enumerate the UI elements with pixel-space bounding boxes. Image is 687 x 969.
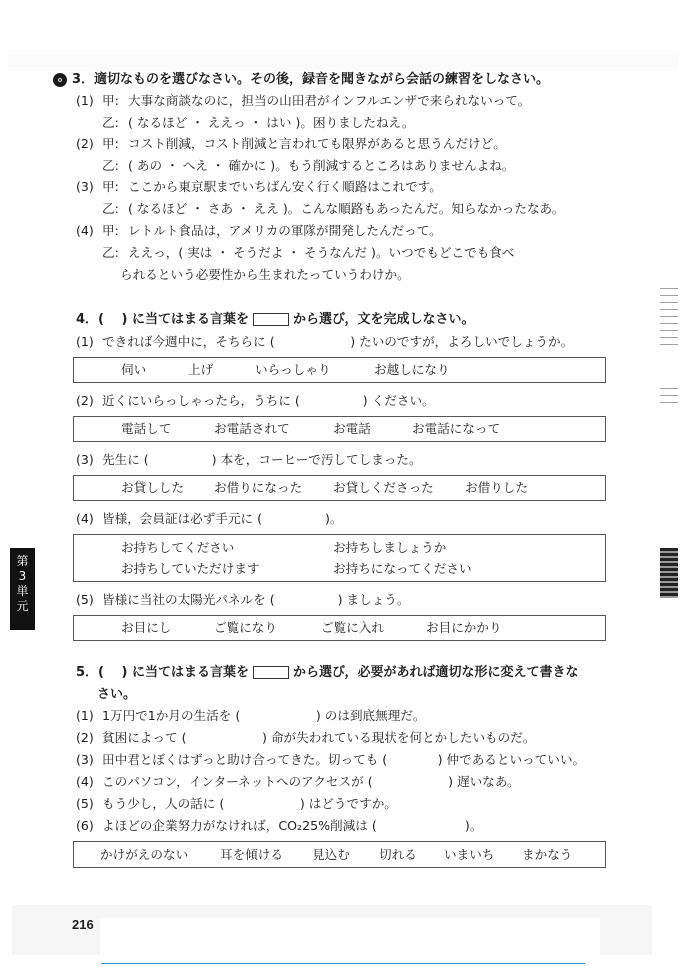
choice-option: いまいち [444,847,495,862]
question-text: 先生に ( ) 本を，コーヒーで汚してしまった。 [102,452,422,467]
dialogue-text: レトルト食品は，アメリカの軍隊が開発したんだって。 [128,223,442,238]
item-number: (1) [76,93,94,108]
s5-choices [73,841,606,868]
s3-item4-b-cont: られるという必要性から生まれたっていうわけか。 [120,267,410,282]
item-number: (1) [76,708,94,723]
s3-item2-a [76,135,506,153]
item-number: (3) [76,752,94,767]
s5-item3 [76,751,585,769]
scan-footer-white [100,918,600,962]
s3-item1-b [102,114,414,132]
item-number: (4) [76,774,94,789]
choice-option: お目にかかり [426,620,502,635]
choice-box-symbol [253,313,289,326]
choice-option: お持ちしましょうか [333,540,447,555]
heading-text: 4．( ) に当てはまる言葉を [76,312,249,327]
s4-item4-choices [73,534,606,582]
s4-item3 [76,451,422,469]
question-text: 貧困によって ( ) 命が失われている現状を何とかしたいものだ。 [102,730,536,745]
heading-text: から選び，文を完成しなさい。 [292,312,475,327]
scan-band [8,55,678,71]
s3-item3-b [102,200,564,218]
question-text: 田中君とぼくはずっと助け合ってきた。切っても ( ) 仲であるといっていい。 [102,752,586,767]
choice-option: お貸しくださった [333,480,434,495]
item-number: (5) [76,592,94,607]
choice-box-symbol [253,666,289,679]
speaker-label: 乙: [102,245,119,260]
choice-option: ご覧になり [214,620,277,635]
dialogue-choice-text: ( あの ・ へえ ・ 確かに )。もう削減するところはありませんよね。 [128,158,515,173]
question-text: このパソコン，インターネットへのアクセスが ( ) 遅いなあ。 [102,774,520,789]
chapter-tab [10,548,35,630]
item-number: (2) [76,136,94,151]
choice-option: まかなう [522,847,573,862]
choice-option: 見込む [312,847,350,862]
heading-text: 5．( ) に当てはまる言葉を [76,665,249,680]
s3-item2-b [102,157,514,175]
dialogue-text: 大事な商談なのに，担当の山田君がインフルエンザで来られないって。 [128,93,531,108]
speaker-label: 甲: [102,93,119,108]
s3-item4-a [76,222,442,240]
section5-heading-cont: さい。 [97,687,137,702]
footer-rule [101,963,585,964]
chapter-tab-char: 元 [16,599,29,613]
s5-item6 [76,817,482,835]
s5-item1 [76,707,426,725]
s5-item4 [76,773,520,791]
chapter-tab-char: 3 [18,569,27,583]
choice-option: お持ちになってください [333,561,472,576]
item-number: (4) [76,511,94,526]
item-number: (6) [76,818,94,833]
dialogue-choice-text: ( なるほど ・ さあ ・ ええ )。こんな順路もあったんだ。知らなかったなあ。 [128,201,565,216]
question-text: 皆様，会員証は必ず手元に ( )。 [102,511,343,526]
page-number: 216 [72,917,94,932]
item-number: (2) [76,730,94,745]
choice-option: お持ちしていただけます [121,561,260,576]
choice-option: かけがえのない [100,847,189,862]
item-number: (1) [76,334,94,349]
speaker-label: 乙: [102,201,119,216]
s4-item4 [76,510,343,528]
s4-item3-choices [73,475,606,501]
section4-heading [76,311,474,329]
s3-item4-b [102,244,514,262]
chapter-tab-char: 単 [16,584,29,598]
s5-item2 [76,729,535,747]
choice-option: お目にし [121,620,172,635]
choice-option: 切れる [379,847,417,862]
item-number: (3) [76,452,94,467]
speaker-label: 甲: [102,179,119,194]
s3-item3-a [76,178,442,196]
choice-option: 上げ [188,362,214,377]
s4-item5 [76,591,410,609]
question-text: よほどの企業努力がなければ，CO₂25%削減は ( )。 [102,818,483,833]
item-number: (5) [76,796,94,811]
choice-option: お貸しした [121,480,184,495]
speaker-label: 乙: [102,115,119,130]
cd-audio-icon [53,73,67,87]
s4-item5-choices [73,615,606,641]
choice-option: お持ちしてください [121,540,235,555]
speaker-label: 乙: [102,158,119,173]
s4-item1-choices [73,357,606,383]
dialogue-choice-text: ( なるほど ・ ええっ ・ はい )。困りましたねえ。 [128,115,415,130]
question-text: 1万円で1か月の生活を ( ) のは到底無理だ。 [102,708,426,723]
choice-option: ご覧に入れ [321,620,384,635]
choice-option: いらっしゃり [255,362,331,377]
choice-option: 伺い [121,362,147,377]
s5-item5 [76,795,397,813]
s4-item2 [76,392,435,410]
choice-option: 電話して [121,421,172,436]
choice-option: お電話になって [412,421,501,436]
item-number: (3) [76,179,94,194]
scan-edge-noise [660,285,678,345]
section5-heading [76,664,578,682]
item-number: (4) [76,223,94,238]
scan-edge-noise [660,385,678,405]
choice-option: お電話されて [214,421,290,436]
choice-option: 耳を傾ける [220,847,283,862]
section3-heading: 3．適切なものを選びなさい。その後，録音を聞きながら会話の練習をしなさい。 [72,72,550,87]
choice-option: お借りした [465,480,528,495]
dialogue-text: コスト削減，コスト削減と言われても限界があると思うんだけど。 [128,136,506,151]
dialogue-text: ここから東京駅までいちばん安く行く順路はこれです。 [128,179,442,194]
heading-text: から選び，必要があれば適切な形に変えて書きな [292,665,579,680]
item-number: (2) [76,393,94,408]
choice-option: お越しになり [374,362,450,377]
choice-option: お借りになった [214,480,303,495]
s4-item2-choices [73,416,606,442]
choice-option: お電話 [333,421,371,436]
chapter-tab-char: 第 [16,554,29,568]
question-text: 近くにいらっしゃったら，うちに ( ) ください。 [102,393,435,408]
question-text: 皆様に当社の太陽光パネルを ( ) ましょう。 [102,592,410,607]
dialogue-choice-text: ええっ，( 実は ・ そうだよ ・ そうなんだ )。いつでもどこでも食べ [128,245,515,260]
speaker-label: 甲: [102,223,119,238]
question-text: できれば今週中に，そちらに ( ) たいのですが，よろしいでしょうか。 [102,334,574,349]
speaker-label: 甲: [102,136,119,151]
scan-edge-noise [660,548,678,598]
question-text: もう少し，人の話に ( ) はどうですか。 [102,796,397,811]
s4-item1 [76,333,573,351]
s3-item1-a [76,92,530,110]
